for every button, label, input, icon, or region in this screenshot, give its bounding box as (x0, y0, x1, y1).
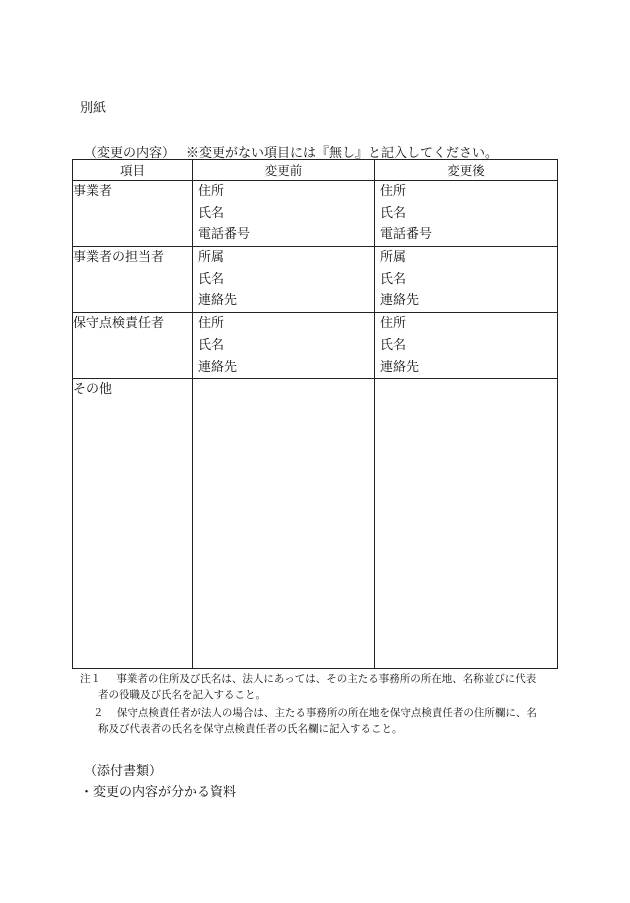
field-label: 電話番号 (198, 227, 251, 243)
field-label: 氏名 (380, 271, 407, 287)
field-label: 住所 (380, 184, 407, 199)
column-header-item: 項目 (73, 160, 193, 181)
column-header-after: 変更後 (375, 160, 558, 181)
field-label: 連絡先 (198, 359, 238, 375)
table-row (73, 313, 558, 379)
table-header-row (73, 160, 558, 181)
attachments-heading: （添付書類） (84, 764, 163, 779)
after-cell[interactable] (375, 313, 558, 379)
before-cell[interactable] (193, 181, 375, 247)
note-text: 保守点検責任者が法人の場合は、主たる事務所の所在地を保守点検責任者の住所欄に、名 (116, 707, 537, 719)
change-table (72, 159, 558, 669)
before-cell[interactable] (193, 313, 375, 379)
after-cell[interactable] (375, 181, 558, 247)
attachment-item: ・変更の内容が分かる資料 (80, 785, 237, 800)
before-cell[interactable] (193, 379, 375, 669)
note-text: 事業者の住所及び氏名は、法人にあっては、その主たる事務所の所在地、名称並びに代表 (116, 673, 537, 685)
row-category: 保守点検責任者 (73, 313, 193, 379)
field-label: 所属 (198, 250, 225, 266)
after-cell[interactable] (375, 379, 558, 669)
field-label: 氏名 (380, 337, 407, 353)
note-number: 注１ (80, 673, 101, 685)
row-category: 事業者 (73, 181, 193, 247)
field-label: 氏名 (198, 337, 225, 353)
note-2 (93, 705, 560, 737)
field-label: 所属 (380, 250, 407, 266)
field-label: 住所 (198, 316, 225, 332)
note-text-continued: 者の役職及び氏名を記入すること。 (98, 689, 266, 701)
table-row (73, 247, 558, 313)
field-label: 住所 (198, 184, 225, 199)
before-cell[interactable] (193, 247, 375, 313)
note-1 (80, 671, 560, 703)
section-heading: （変更の内容） (84, 146, 176, 161)
field-label: 連絡先 (380, 293, 420, 309)
field-label: 氏名 (198, 205, 225, 221)
field-label: 氏名 (380, 205, 407, 221)
note-number: ２ (93, 707, 104, 719)
field-label: 連絡先 (198, 293, 238, 309)
field-label: 住所 (380, 316, 407, 332)
field-label: 氏名 (198, 271, 225, 287)
section-note: ※変更がない項目には『無し』と記入してください。 (186, 146, 499, 161)
field-label: 電話番号 (380, 227, 433, 243)
column-header-before: 変更前 (193, 160, 375, 181)
row-category: その他 (73, 379, 193, 669)
table-row (73, 181, 558, 247)
after-cell[interactable] (375, 247, 558, 313)
attachment-label: 別紙 (80, 101, 107, 116)
note-text-continued: 称及び代表者の氏名を保守点検責任者の氏名欄に記入すること。 (98, 723, 403, 735)
field-label: 連絡先 (380, 359, 420, 375)
row-category: 事業者の担当者 (73, 247, 193, 313)
table-row (73, 379, 558, 669)
